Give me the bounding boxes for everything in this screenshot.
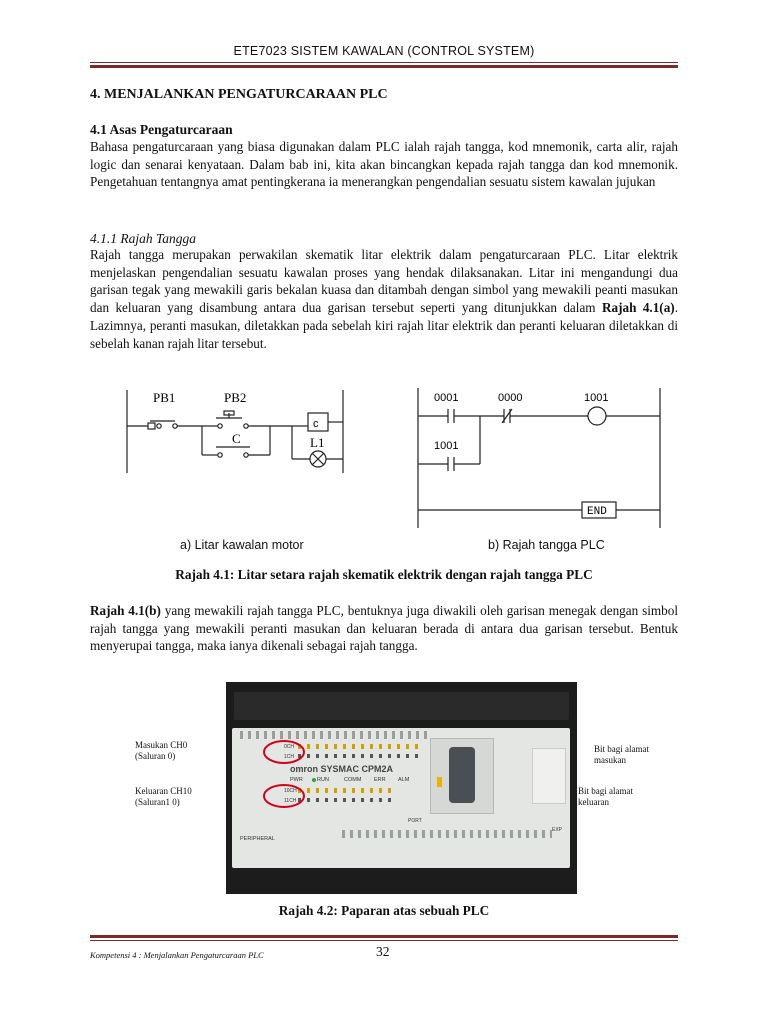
pb2-label: PB2	[224, 390, 247, 405]
input-channel-label-2: 1CH	[284, 754, 295, 760]
label-bit-keluaran-line2: keluaran	[578, 797, 609, 807]
ladder-input-0001: 0001	[434, 392, 459, 404]
subsubsection-heading: 4.1.1 Rajah Tangga	[90, 231, 197, 246]
figure-ref-b: Rajah 4.1(b)	[90, 603, 161, 618]
status-alm: ALM	[398, 777, 410, 783]
ladder-input-0000: 0000	[498, 392, 523, 404]
footer-rule-thin	[90, 940, 678, 941]
footer-rule-thick	[90, 935, 678, 938]
subsection-heading: 4.1 Asas Pengaturcaraan	[90, 122, 233, 137]
input-highlight-circle	[264, 741, 304, 763]
plc-ladder-diagram	[412, 385, 667, 530]
paragraph-text-a: Rajah tangga merupakan perwakilan skematik litar elektrik dalam pengaturcaraan PLC. Litar elektrik menjelaskan pengendalian sesuatu kawalan proses yang hendak dilaksanakan. Litar ini mengandungi dua garisan tegak yang mewakili garis bekalan kuasa dan ditambah dengan simbol yang mewakili peanti masukan dan keluaran yang disambung antara dua garisan tersebut seperti yang ditunjukkan dalam	[90, 247, 678, 316]
label-masukan-line1: Masukan CH0	[135, 740, 188, 750]
label-bit-masukan	[594, 744, 649, 766]
label-masukan-ch0	[135, 740, 187, 762]
ladder-latch-1001: 1001	[434, 440, 459, 452]
output-highlight-circle	[264, 785, 304, 807]
highlight-overlay	[226, 682, 577, 894]
label-bit-keluaran	[578, 786, 633, 808]
lamp-label: L1	[310, 435, 325, 450]
status-err: ERR	[374, 777, 386, 783]
pb1-label: PB1	[153, 390, 176, 405]
figure-ref-a: Rajah 4.1(a)	[601, 300, 675, 316]
input-channel-label: 0CH	[284, 744, 295, 750]
paragraph-asas: Bahasa pengaturcaraan yang biasa digunakan dalam PLC ialah rajah tangga, kod mnemonik, carta alir, rajah logic dan senarai kenyataan. Dalam bab ini, kita akan bincangkan kepada rajah tangga dan kod mnemonik. Pengetahuan tentangnya amat pentingkerana ia menerangkan pengendalian sesuatu sistem kawalan jujukan	[90, 139, 678, 190]
output-channel-label-2: 11CH	[284, 798, 297, 804]
plc-photo	[226, 682, 577, 894]
ladder-output-1001: 1001	[584, 392, 609, 404]
motor-control-circuit	[120, 385, 350, 475]
page-number: 32	[376, 944, 390, 959]
label-bit-keluaran-line1: Bit bagi alamat	[578, 786, 633, 796]
figure-4-1-caption: Rajah 4.1: Litar setara rajah skematik elektrik dengan rajah tangga PLC	[175, 567, 593, 582]
status-comm: COMM	[344, 777, 362, 783]
exp-label: EXP	[552, 827, 563, 833]
label-keluaran-line1: Keluaran CH10	[135, 786, 192, 796]
figure-caption-a: a) Litar kawalan motor	[180, 538, 304, 552]
label-bit-masukan-line1: Bit bagi alamat	[594, 744, 649, 754]
output-channel-label: 10CH	[284, 788, 297, 794]
label-keluaran-ch10	[135, 786, 192, 808]
header-rule-thin	[90, 62, 678, 63]
ladder-end-label: END	[587, 506, 607, 518]
peripheral-label: PERIPHERAL	[240, 836, 275, 842]
paragraph-text: yang mewakili rajah tangga PLC, bentuknya juga diwakili oleh garisan menegak dengan simbol rajah tangga yang mewakili peranti masukan dan keluaran berada di antara dua garisan tersebut. Bentuk menyerupai tangga, maka ianya dikenali sebagai rajah tangga.	[90, 603, 678, 654]
section-heading: 4. MENJALANKAN PENGATURCARAAN PLC	[90, 87, 388, 102]
paragraph-rajah-4-1b	[90, 602, 678, 655]
page-header-title: ETE7023 SISTEM KAWALAN (CONTROL SYSTEM)	[233, 44, 535, 58]
label-keluaran-line2: (Saluran1 0)	[135, 797, 180, 807]
status-run: RUN	[317, 777, 329, 783]
status-pwr: PWR	[290, 777, 303, 783]
port-label: PORT	[408, 818, 422, 824]
figure-caption-b: b) Rajah tangga PLC	[488, 538, 605, 552]
c-coil-label: c	[313, 418, 319, 430]
figure-4-2-caption: Rajah 4.2: Paparan atas sebuah PLC	[278, 903, 490, 918]
plc-brand: omron SYSMAC CPM2A	[290, 764, 394, 774]
paragraph-rajah-tangga	[90, 246, 678, 352]
header-rule-thick	[90, 65, 678, 68]
footer-competency: Kompetensi 4 : Menjalankan Pengaturcaraan PLC	[90, 950, 264, 960]
label-masukan-line2: (Saluran 0)	[135, 751, 176, 761]
c-contact-label: C	[232, 431, 241, 446]
paragraph-text-b: . Lazimnya, peranti masukan, diletakkan pada sebelah kiri rajah litar elektrik dan peranti keluaran diletakkan di sebelah kanan rajah litar tersebut.	[90, 300, 678, 351]
label-bit-masukan-line2: masukan	[594, 755, 626, 765]
